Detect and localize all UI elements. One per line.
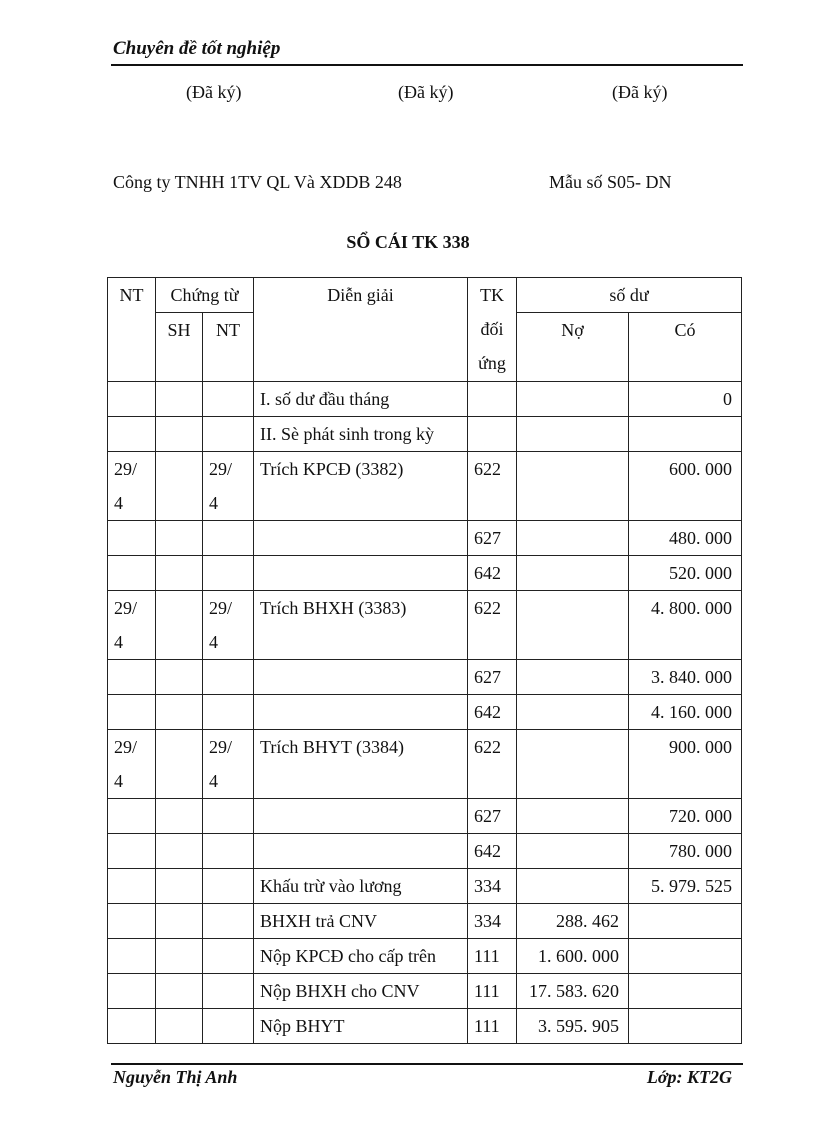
footer-class: Lớp: KT2G bbox=[646, 1067, 732, 1087]
table-row bbox=[108, 556, 742, 591]
table-row bbox=[108, 452, 742, 521]
footer-divider bbox=[111, 1063, 743, 1065]
cell-credit: 780. 000 bbox=[629, 834, 742, 869]
cell-credit: 5. 979. 525 bbox=[629, 869, 742, 904]
cell-debit: 1. 600. 000 bbox=[517, 939, 629, 974]
cell-description: Nộp BHYT bbox=[254, 1009, 468, 1044]
cell-sh bbox=[156, 799, 203, 834]
cell-description: Nộp KPCĐ cho cấp trên bbox=[254, 939, 468, 974]
cell-tk bbox=[468, 417, 517, 452]
header-tk-line: đối bbox=[480, 319, 504, 339]
cell-credit: 480. 000 bbox=[629, 521, 742, 556]
header-no: Nợ bbox=[517, 313, 629, 382]
cell-sh bbox=[156, 521, 203, 556]
cell-sh bbox=[156, 591, 203, 660]
header-tk-line: ứng bbox=[478, 353, 506, 373]
cell-debit bbox=[517, 730, 629, 799]
cell-nt2-line: 4 bbox=[209, 771, 218, 791]
cell-nt bbox=[108, 1009, 156, 1044]
header-tk-line: TK bbox=[480, 285, 504, 305]
cell-credit bbox=[629, 1009, 742, 1044]
cell-credit: 0 bbox=[629, 382, 742, 417]
cell-credit: 520. 000 bbox=[629, 556, 742, 591]
cell-debit bbox=[517, 556, 629, 591]
cell-description: Trích BHYT (3384) bbox=[254, 730, 468, 799]
document-header-title: Chuyên đề tốt nghiệp bbox=[113, 38, 281, 59]
table-row bbox=[108, 591, 742, 660]
cell-description: Trích KPCĐ (3382) bbox=[254, 452, 468, 521]
cell-sh bbox=[156, 660, 203, 695]
cell-description: BHXH trả CNV bbox=[254, 904, 468, 939]
footer-author: Nguyễn Thị Anh bbox=[113, 1067, 238, 1087]
signature-2: (Đã ký) bbox=[398, 82, 454, 102]
cell-nt2-line: 29/ bbox=[209, 459, 233, 479]
cell-tk: 111 bbox=[468, 1009, 517, 1044]
cell-description bbox=[254, 556, 468, 591]
cell-nt bbox=[108, 695, 156, 730]
cell-sh bbox=[156, 730, 203, 799]
table-row bbox=[108, 417, 742, 452]
cell-description bbox=[254, 834, 468, 869]
cell-debit: 288. 462 bbox=[517, 904, 629, 939]
cell-sh bbox=[156, 834, 203, 869]
table-row bbox=[108, 695, 742, 730]
cell-tk: 627 bbox=[468, 660, 517, 695]
cell-description: II. Sè phát sinh trong kỳ bbox=[254, 417, 468, 452]
cell-debit bbox=[517, 660, 629, 695]
cell-nt bbox=[108, 869, 156, 904]
cell-tk bbox=[468, 382, 517, 417]
cell-credit: 600. 000 bbox=[629, 452, 742, 521]
cell-description bbox=[254, 521, 468, 556]
cell-debit bbox=[517, 417, 629, 452]
cell-description: Khấu trừ vào lương bbox=[254, 869, 468, 904]
cell-nt2 bbox=[203, 869, 254, 904]
table-row bbox=[108, 521, 742, 556]
company-name: Công ty TNHH 1TV QL Và XDDB 248 bbox=[113, 172, 402, 192]
ledger-table bbox=[107, 277, 742, 1044]
cell-nt2 bbox=[203, 730, 254, 799]
header-divider bbox=[111, 64, 743, 66]
cell-debit bbox=[517, 799, 629, 834]
cell-nt2 bbox=[203, 452, 254, 521]
cell-description bbox=[254, 660, 468, 695]
cell-debit bbox=[517, 869, 629, 904]
signature-3: (Đã ký) bbox=[612, 82, 668, 102]
cell-nt-line: 4 bbox=[114, 771, 123, 791]
form-number: Mẫu số S05- DN bbox=[549, 172, 672, 192]
header-dien-giai: Diễn giải bbox=[254, 278, 468, 382]
table-row bbox=[108, 382, 742, 417]
cell-nt bbox=[108, 974, 156, 1009]
header-so-du: số dư bbox=[517, 278, 742, 313]
header-tk-doi-ung bbox=[468, 278, 517, 382]
cell-nt bbox=[108, 834, 156, 869]
cell-nt2-line: 4 bbox=[209, 493, 218, 513]
table-row bbox=[108, 1009, 742, 1044]
cell-credit bbox=[629, 939, 742, 974]
cell-nt2 bbox=[203, 521, 254, 556]
cell-sh bbox=[156, 974, 203, 1009]
cell-nt-line: 29/ bbox=[114, 598, 138, 618]
cell-nt2-line: 4 bbox=[209, 632, 218, 652]
cell-debit bbox=[517, 521, 629, 556]
cell-credit: 4. 800. 000 bbox=[629, 591, 742, 660]
cell-sh bbox=[156, 869, 203, 904]
cell-nt2 bbox=[203, 939, 254, 974]
cell-nt2-line: 29/ bbox=[209, 598, 233, 618]
cell-nt2 bbox=[203, 695, 254, 730]
header-nt: NT bbox=[108, 278, 156, 382]
table-row bbox=[108, 799, 742, 834]
cell-credit: 720. 000 bbox=[629, 799, 742, 834]
cell-debit: 3. 595. 905 bbox=[517, 1009, 629, 1044]
cell-tk: 642 bbox=[468, 695, 517, 730]
cell-nt bbox=[108, 904, 156, 939]
ledger-title: SỔ CÁI TK 338 bbox=[346, 232, 470, 252]
cell-credit bbox=[629, 417, 742, 452]
cell-nt2 bbox=[203, 556, 254, 591]
cell-sh bbox=[156, 382, 203, 417]
cell-nt bbox=[108, 799, 156, 834]
cell-credit: 3. 840. 000 bbox=[629, 660, 742, 695]
cell-sh bbox=[156, 1009, 203, 1044]
cell-description bbox=[254, 695, 468, 730]
cell-nt bbox=[108, 939, 156, 974]
cell-sh bbox=[156, 452, 203, 521]
cell-sh bbox=[156, 939, 203, 974]
table-row bbox=[108, 869, 742, 904]
table-row bbox=[108, 939, 742, 974]
cell-tk: 334 bbox=[468, 904, 517, 939]
cell-nt2 bbox=[203, 904, 254, 939]
cell-nt bbox=[108, 556, 156, 591]
cell-sh bbox=[156, 556, 203, 591]
cell-nt bbox=[108, 730, 156, 799]
cell-nt bbox=[108, 382, 156, 417]
cell-sh bbox=[156, 695, 203, 730]
cell-debit bbox=[517, 695, 629, 730]
cell-nt-line: 29/ bbox=[114, 737, 138, 757]
cell-nt2 bbox=[203, 417, 254, 452]
header-co: Có bbox=[629, 313, 742, 382]
cell-nt2-line: 29/ bbox=[209, 737, 233, 757]
cell-nt bbox=[108, 660, 156, 695]
table-row bbox=[108, 904, 742, 939]
header-chung-tu: Chứng từ bbox=[156, 278, 254, 313]
cell-tk: 642 bbox=[468, 556, 517, 591]
cell-debit: 17. 583. 620 bbox=[517, 974, 629, 1009]
cell-credit bbox=[629, 904, 742, 939]
cell-nt2 bbox=[203, 834, 254, 869]
table-row bbox=[108, 730, 742, 799]
cell-nt-line: 29/ bbox=[114, 459, 138, 479]
cell-description bbox=[254, 799, 468, 834]
table-row bbox=[108, 834, 742, 869]
header-sh: SH bbox=[156, 313, 203, 382]
cell-nt bbox=[108, 452, 156, 521]
cell-nt2 bbox=[203, 1009, 254, 1044]
cell-tk: 111 bbox=[468, 974, 517, 1009]
cell-tk: 642 bbox=[468, 834, 517, 869]
cell-description: Trích BHXH (3383) bbox=[254, 591, 468, 660]
cell-nt bbox=[108, 417, 156, 452]
cell-tk: 622 bbox=[468, 591, 517, 660]
cell-nt2 bbox=[203, 382, 254, 417]
cell-nt2 bbox=[203, 591, 254, 660]
table-row bbox=[108, 660, 742, 695]
cell-description: Nộp BHXH cho CNV bbox=[254, 974, 468, 1009]
cell-sh bbox=[156, 417, 203, 452]
signature-1: (Đã ký) bbox=[186, 82, 242, 102]
cell-debit bbox=[517, 382, 629, 417]
cell-nt-line: 4 bbox=[114, 632, 123, 652]
cell-credit: 900. 000 bbox=[629, 730, 742, 799]
cell-debit bbox=[517, 591, 629, 660]
cell-nt2 bbox=[203, 799, 254, 834]
table-row bbox=[108, 974, 742, 1009]
cell-nt2 bbox=[203, 974, 254, 1009]
cell-tk: 627 bbox=[468, 799, 517, 834]
cell-credit: 4. 160. 000 bbox=[629, 695, 742, 730]
cell-nt bbox=[108, 521, 156, 556]
cell-debit bbox=[517, 452, 629, 521]
cell-nt-line: 4 bbox=[114, 493, 123, 513]
header-nt2: NT bbox=[203, 313, 254, 382]
cell-nt bbox=[108, 591, 156, 660]
cell-debit bbox=[517, 834, 629, 869]
cell-tk: 334 bbox=[468, 869, 517, 904]
cell-credit bbox=[629, 974, 742, 1009]
cell-tk: 622 bbox=[468, 730, 517, 799]
cell-tk: 627 bbox=[468, 521, 517, 556]
cell-tk: 622 bbox=[468, 452, 517, 521]
cell-nt2 bbox=[203, 660, 254, 695]
cell-tk: 111 bbox=[468, 939, 517, 974]
cell-description: I. số dư đầu tháng bbox=[254, 382, 468, 417]
cell-sh bbox=[156, 904, 203, 939]
